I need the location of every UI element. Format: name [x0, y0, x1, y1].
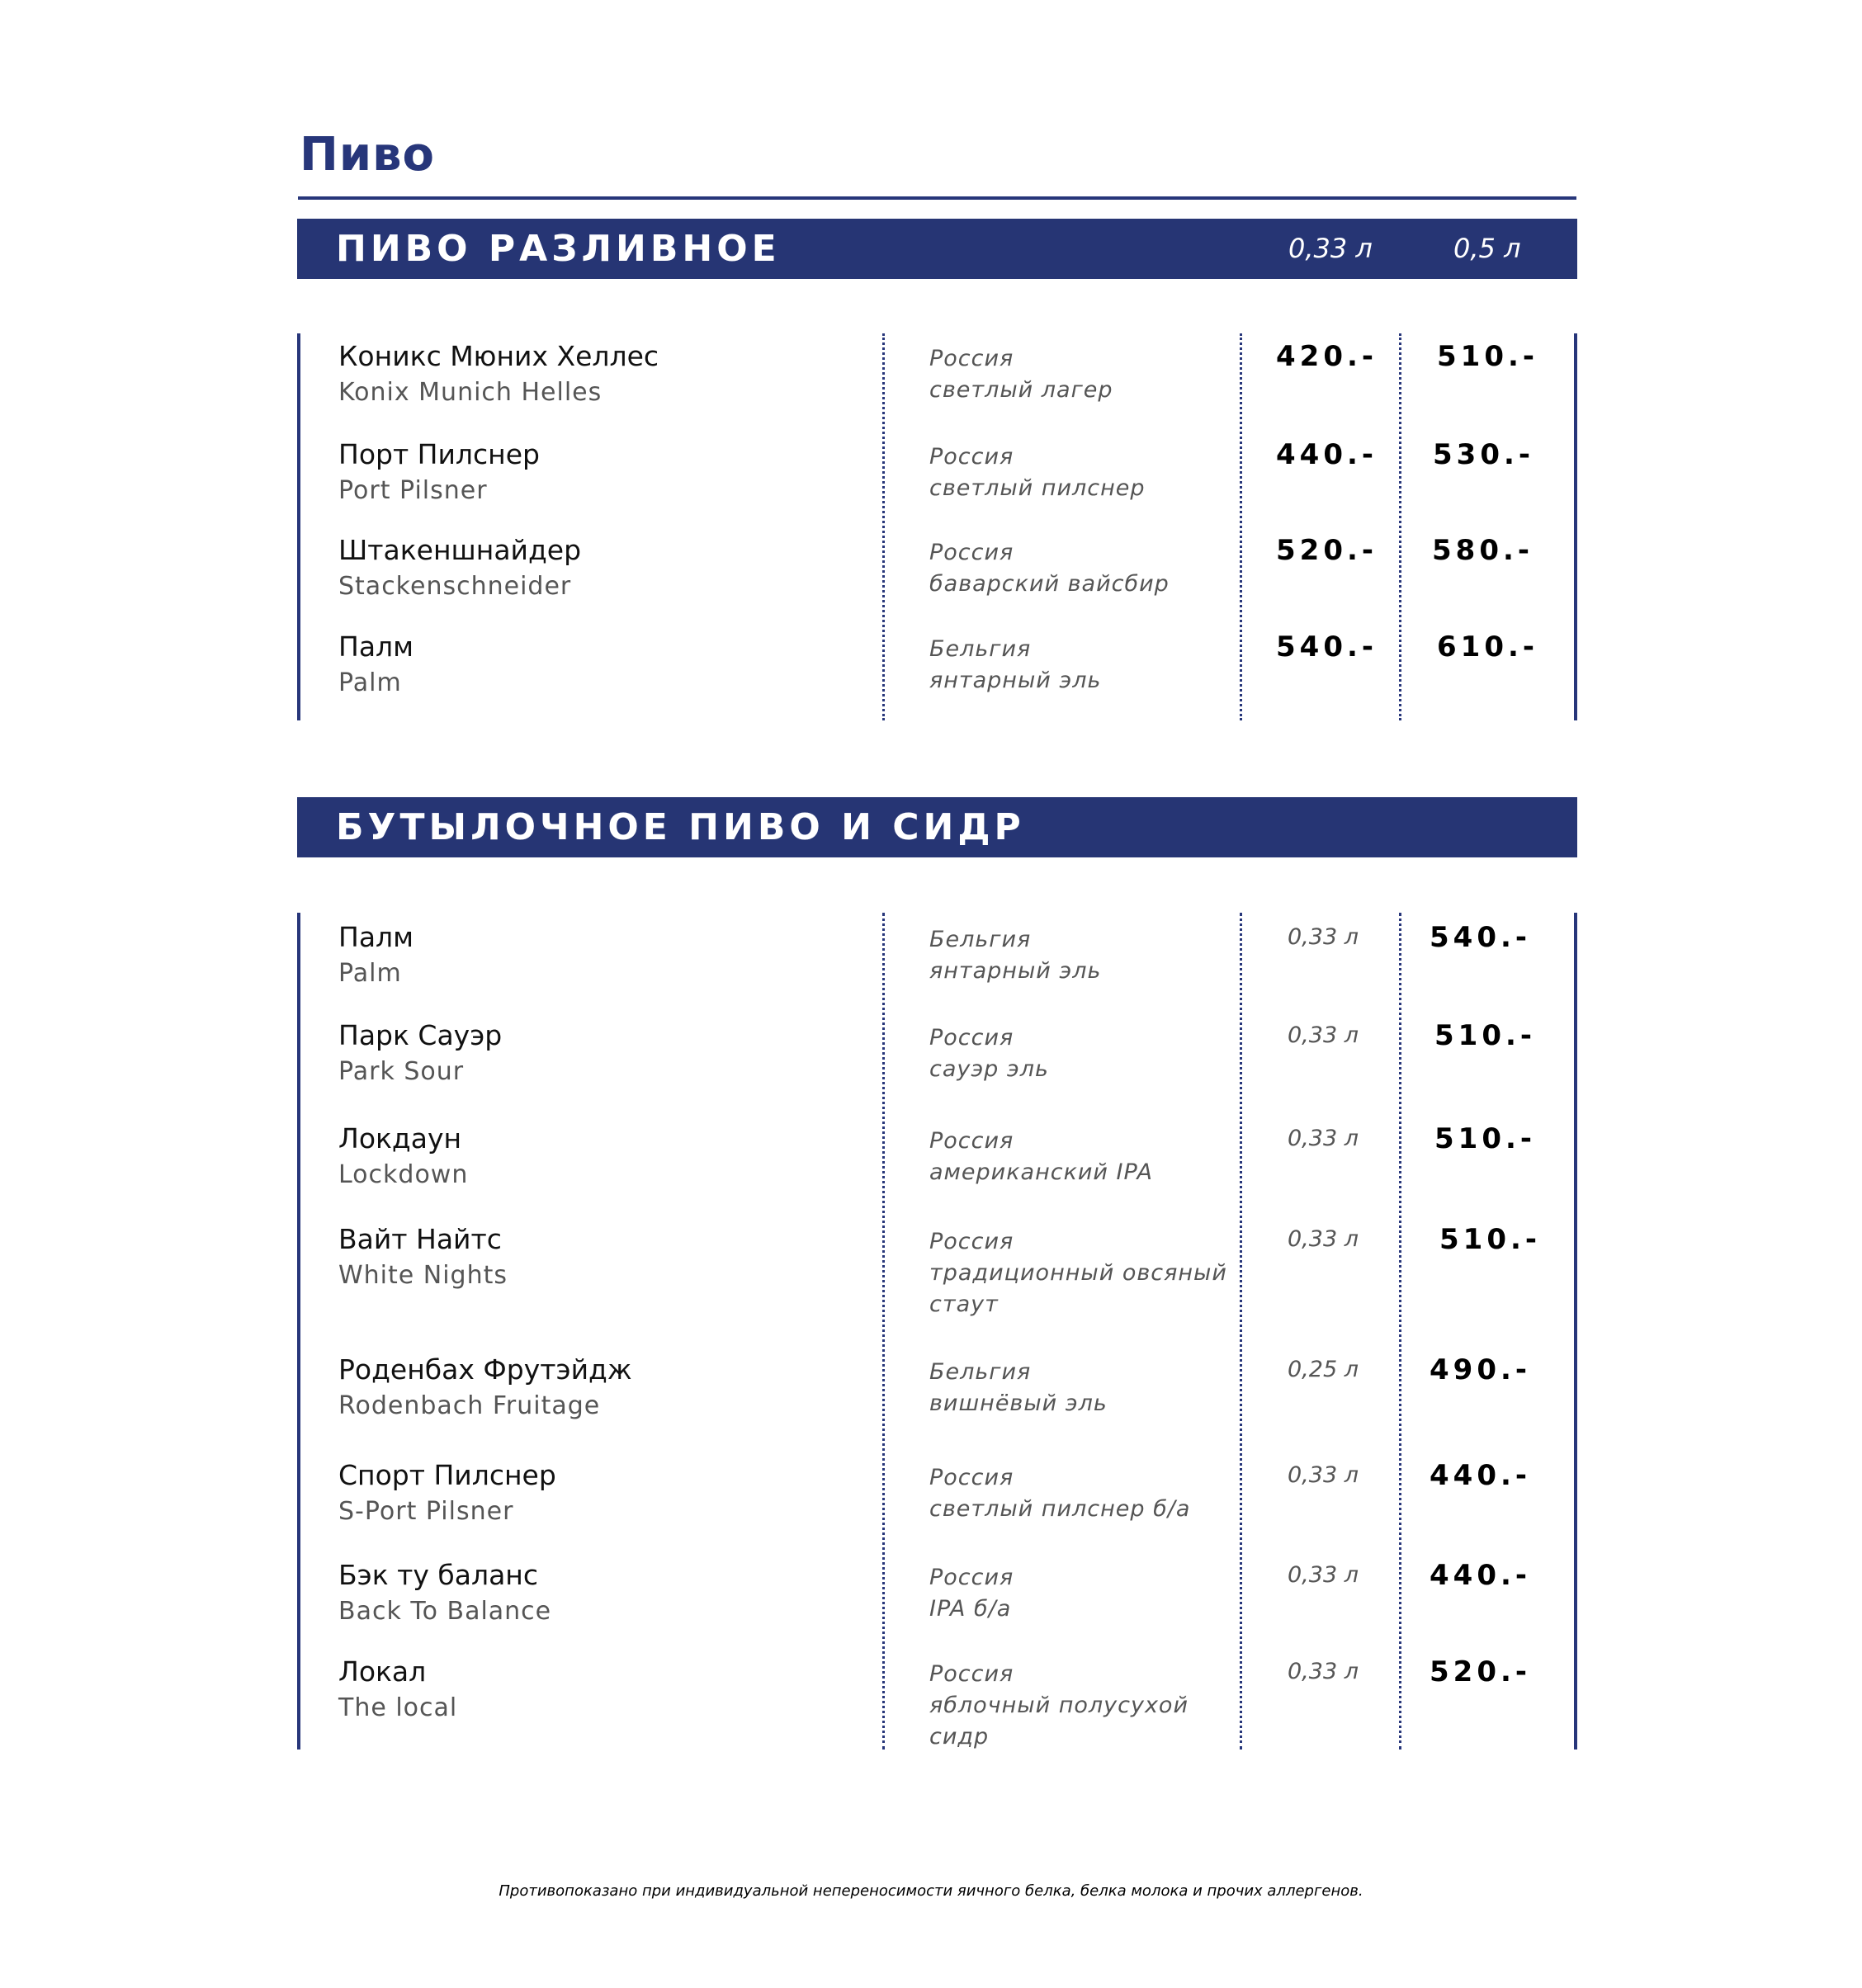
item-country: Россия: [929, 1465, 1014, 1490]
item-name-ru: Спорт Пилснер: [338, 1459, 556, 1491]
item-price-small: 540.-: [1276, 630, 1378, 663]
item-style: вишнёвый эль: [929, 1391, 1108, 1416]
draft-list: [297, 333, 1577, 720]
item-country: Бельгия: [929, 636, 1032, 662]
bottled-divider-3: [1399, 913, 1401, 1750]
item-name-en: Port Pilsner: [338, 476, 488, 505]
item-country: Россия: [929, 1565, 1014, 1590]
item-name-en: Lockdown: [338, 1160, 469, 1189]
item-name-ru: Роденбах Фрутэйдж: [338, 1353, 632, 1386]
item-name-en: Palm: [338, 668, 402, 697]
item-price: 510.-: [1434, 1019, 1536, 1052]
item-name-en: The local: [338, 1693, 458, 1722]
item-volume: 0,33 л: [1288, 1226, 1359, 1252]
item-price: 510.-: [1439, 1223, 1541, 1256]
item-name-en: Palm: [338, 959, 402, 988]
item-description: [929, 1022, 1243, 1085]
item-price-large: 510.-: [1437, 340, 1538, 373]
item-name-ru: Палм: [338, 630, 414, 663]
item-name-en: Rodenbach Fruitage: [338, 1391, 601, 1420]
item-description: [929, 343, 1243, 406]
bottled-section-header: [297, 797, 1577, 857]
item-price-large: 530.-: [1433, 438, 1534, 471]
item-description: [929, 442, 1243, 504]
item-description: [929, 634, 1243, 697]
item-name-ru: Коникс Мюних Хеллес: [338, 340, 659, 372]
item-name-ru: Парк Сауэр: [338, 1019, 503, 1051]
item-price: 520.-: [1430, 1655, 1531, 1688]
item-volume: 0,33 л: [1288, 1562, 1359, 1588]
item-name-en: Park Sour: [338, 1057, 465, 1086]
item-style: яблочный полусухой сидр: [929, 1693, 1189, 1750]
item-volume: 0,33 л: [1288, 924, 1359, 950]
item-price-small: 520.-: [1276, 534, 1378, 567]
item-country: Россия: [929, 1661, 1014, 1687]
page-title: Пиво: [300, 128, 436, 182]
item-volume: 0,25 л: [1288, 1357, 1359, 1382]
draft-divider-1: [882, 333, 885, 720]
item-style: светлый лагер: [929, 377, 1113, 403]
item-name-en: White Nights: [338, 1261, 508, 1290]
item-style: традиционный овсяный стаут: [929, 1260, 1227, 1317]
draft-divider-3: [1399, 333, 1401, 720]
item-price: 440.-: [1430, 1459, 1531, 1492]
item-description: [929, 537, 1243, 600]
bottled-divider-1: [882, 913, 885, 1750]
item-price: 440.-: [1430, 1559, 1531, 1592]
item-name-ru: Порт Пилснер: [338, 438, 540, 470]
item-country: Бельгия: [929, 1359, 1032, 1385]
item-description: [929, 924, 1243, 987]
item-style: баварский вайсбир: [929, 571, 1170, 597]
item-description: [929, 1226, 1243, 1320]
item-price: 510.-: [1434, 1122, 1536, 1155]
item-price-small: 440.-: [1276, 438, 1378, 471]
item-style: IPA б/а: [929, 1596, 1012, 1622]
item-price-large: 610.-: [1437, 630, 1538, 663]
item-name-en: Konix Munich Helles: [338, 378, 603, 407]
item-country: Россия: [929, 1025, 1014, 1051]
item-style: янтарный эль: [929, 668, 1102, 693]
item-description: [929, 1462, 1243, 1525]
item-country: Россия: [929, 1229, 1014, 1254]
item-name-ru: Штакеншнайдер: [338, 534, 582, 566]
item-name-ru: Бэк ту баланс: [338, 1559, 539, 1591]
item-country: Россия: [929, 444, 1014, 470]
item-style: сауэр эль: [929, 1056, 1049, 1082]
draft-section-title: ПИВО РАЗЛИВНОЕ: [336, 228, 781, 270]
allergen-note: Противопоказано при индивидуальной непереносимости яичного белка, белка молока и прочих аллергенов.: [499, 1882, 1363, 1900]
item-name-en: S-Port Pilsner: [338, 1497, 514, 1526]
item-description: [929, 1659, 1243, 1753]
item-name-en: Stackenschneider: [338, 572, 572, 601]
draft-col-small-volume: 0,33 л: [1288, 233, 1373, 264]
bottled-right-border: [1574, 913, 1577, 1750]
item-country: Россия: [929, 1128, 1014, 1154]
item-country: Россия: [929, 346, 1014, 371]
draft-section-header: [297, 219, 1577, 279]
item-volume: 0,33 л: [1288, 1022, 1359, 1048]
bottled-left-border: [297, 913, 300, 1750]
item-volume: 0,33 л: [1288, 1126, 1359, 1151]
item-description: [929, 1126, 1243, 1188]
item-price: 490.-: [1430, 1353, 1531, 1386]
item-description: [929, 1562, 1243, 1625]
item-style: американский IPA: [929, 1159, 1153, 1185]
item-price-large: 580.-: [1432, 534, 1534, 567]
title-rule: [298, 196, 1576, 200]
item-price-small: 420.-: [1276, 340, 1378, 373]
item-country: Бельгия: [929, 927, 1032, 952]
item-volume: 0,33 л: [1288, 1462, 1359, 1488]
item-volume: 0,33 л: [1288, 1659, 1359, 1684]
item-name-ru: Палм: [338, 921, 414, 953]
item-style: светлый пилснер: [929, 475, 1146, 501]
item-price: 540.-: [1430, 921, 1531, 954]
item-description: [929, 1357, 1243, 1419]
bottled-list: [297, 913, 1577, 1750]
item-name-en: Back To Balance: [338, 1597, 552, 1626]
item-name-ru: Вайт Найтс: [338, 1223, 502, 1255]
item-style: светлый пилснер б/а: [929, 1496, 1191, 1522]
item-name-ru: Локдаун: [338, 1122, 462, 1155]
draft-left-border: [297, 333, 300, 720]
item-name-ru: Локал: [338, 1655, 427, 1688]
item-style: янтарный эль: [929, 958, 1102, 984]
bottled-section-title: БУТЫЛОЧНОЕ ПИВО И СИДР: [336, 806, 1025, 848]
item-country: Россия: [929, 540, 1014, 565]
draft-col-large-volume: 0,5 л: [1453, 233, 1521, 264]
draft-right-border: [1574, 333, 1577, 720]
